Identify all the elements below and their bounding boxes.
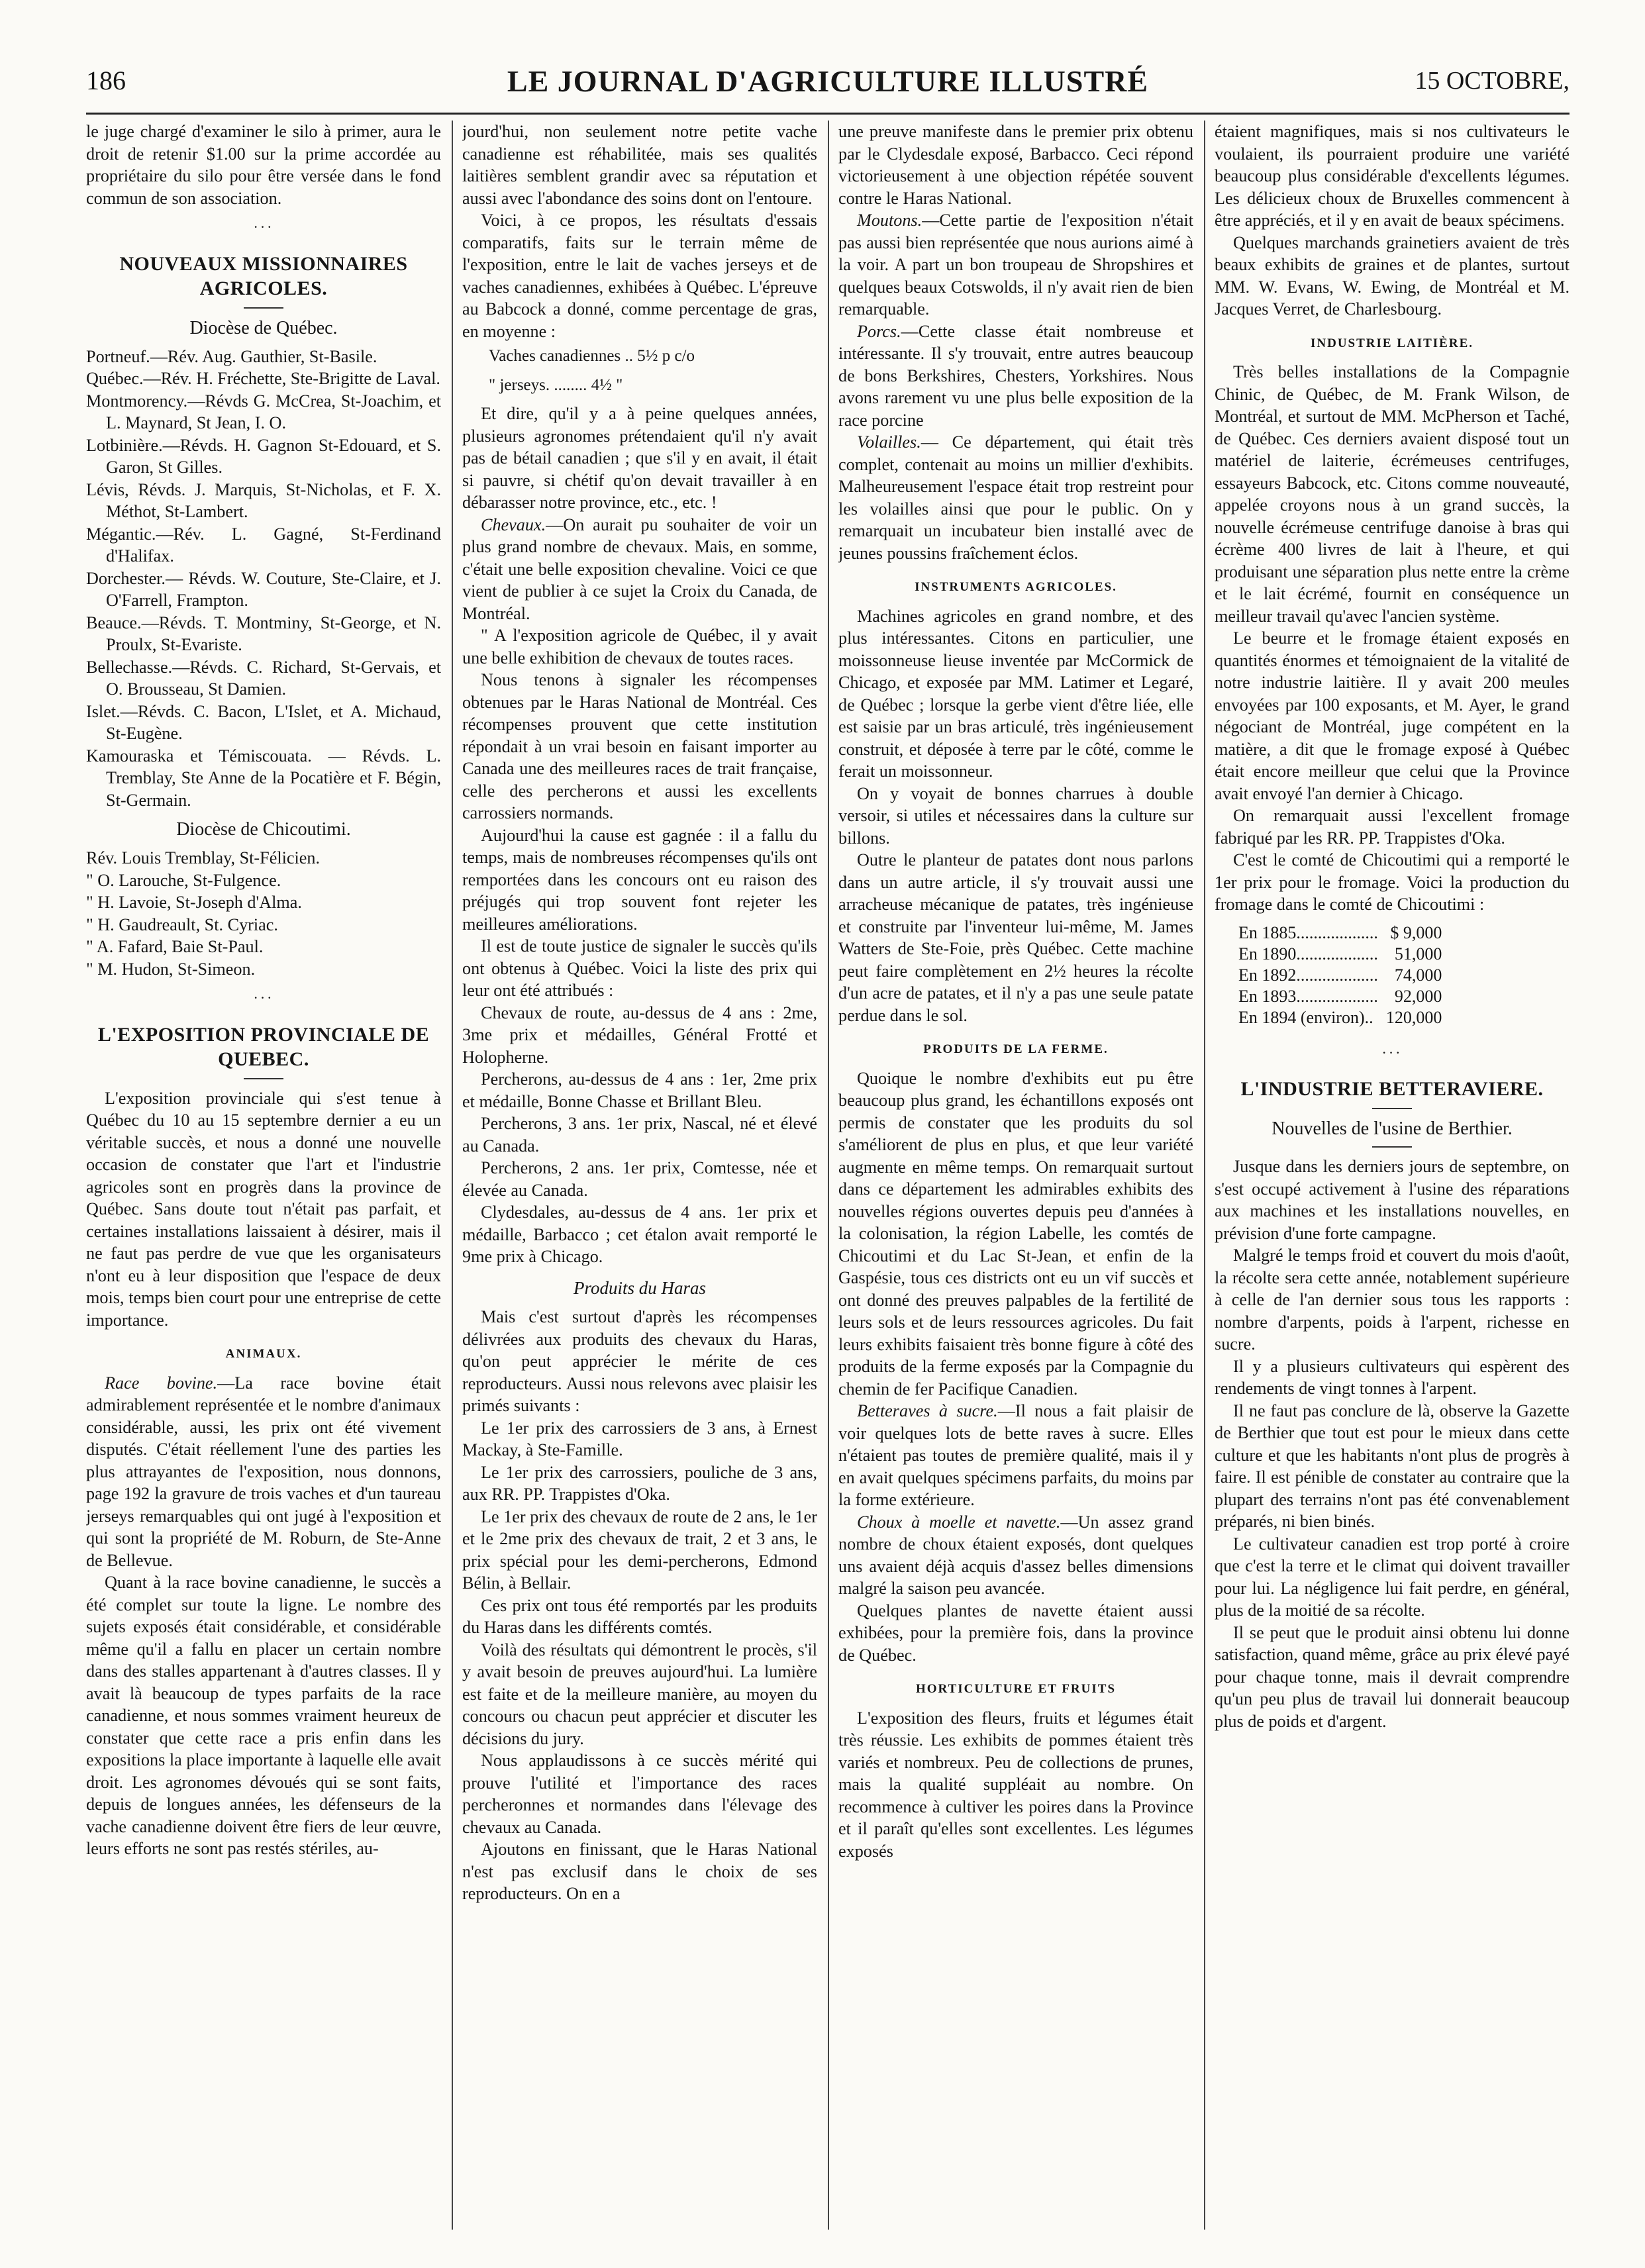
subheading-produits-haras: Produits du Haras bbox=[573, 1277, 707, 1298]
list-item: " M. Hudon, St-Simeon. bbox=[86, 959, 256, 979]
paragraph: On remarquait aussi l'excellent fromage fabriqué par les RR. PP. Trappistes d'Oka. bbox=[1215, 806, 1570, 848]
ornament-divider: ··· bbox=[253, 989, 274, 1006]
paragraph: Betteraves à sucre.—Il nous a fait plaisir de voir quelques lots de bette raves à sucre. Elles n'étaient pas toutes de première qualité, mais il y en avait quelques spécimens parfaits, du moins par la forme extérieure. bbox=[838, 1401, 1193, 1509]
page-number: 186 bbox=[86, 66, 126, 95]
paragraph: Voici, à ce propos, les résultats d'essais comparatifs, faits sur le terrain même de l'exposition, entre le lait de vaches jerseys et de vaches canadiennes, exhibées à Québec. L'épreuve au Babcock a donné, comme percentage de gras, en moyenne : bbox=[462, 211, 817, 341]
table-row bbox=[1234, 922, 1446, 944]
paragraph: Et dire, qu'il y a à peine quelques années, plusieurs agronomes prétendaient qu'il n'y avait pas de bétail canadien ; que s'il y en avait, il était si pauvre, si chétif qu'on devait travailler à en débarasser notre province, etc., etc. ! bbox=[462, 404, 817, 512]
ornament-divider: ··· bbox=[1381, 1044, 1403, 1061]
heading-missionnaires: NOUVEAUX MISSIONNAIRES AGRICOLES. bbox=[119, 252, 408, 299]
paragraph: Il est de toute justice de signaler le succès qu'ils ont obtenus à Québec. Voici la liste des prix qui leur ont été attribués : bbox=[462, 936, 817, 1000]
paragraph: Machines agricoles en grand nombre, et des plus intéressantes. Citons en particulier, une moissonneuse lieuse inventée par McCormick de Chicago, et exposée par MM. Latimer et Legaré, de Québec ; lorsque la gerbe vient d'être liée, elle est saisie par un bras articulé, très ingénieusement construit, et déposée à terre par le côté, comme le ferait un moissonneur. bbox=[838, 606, 1193, 781]
paragraph: Ces prix ont tous été remportés par les produits du Haras dans les différents comtés. bbox=[462, 1595, 817, 1637]
list-item: " H. Lavoie, St-Joseph d'Alma. bbox=[86, 893, 302, 912]
paragraph: Chevaux.—On aurait pu souhaiter de voir un plus grand nombre de chevaux. Mais, en somme, c'était une belle exposition chevaline. Voici ce que vient de publier à ce sujet la Croix du Canada, de Montréal. bbox=[462, 515, 817, 623]
paragraph: une preuve manifeste dans le premier prix obtenu par le Clydesdale exposé, Barbacco. Ceci répond victorieusement à une objection répétée souvent contre le Haras National. bbox=[838, 122, 1193, 208]
list-item: Lotbinière.—Révds. H. Gagnon St-Edouard, et S. Garon, St Gilles. bbox=[86, 435, 441, 477]
table-row bbox=[1234, 944, 1446, 965]
run-in-label: Porcs. bbox=[857, 321, 901, 341]
table-cell: En 1885................... bbox=[1238, 922, 1378, 942]
paragraph: Chevaux de route, au-dessus de 4 ans : 2me, 3me prix et médailles, Général Frotté et Holopherne. bbox=[462, 1003, 817, 1067]
table-cell: 51,000 bbox=[1394, 944, 1442, 963]
butterfat-row: Vaches canadiennes .. 5½ p c/o bbox=[489, 347, 695, 365]
paragraph: Clydesdales, au-dessus de 4 ans. 1er prix et médaille, Barbacco ; cet étalon avait remporté le 9me prix à Chicago. bbox=[462, 1203, 817, 1266]
column-1 bbox=[86, 121, 441, 2233]
journal-title: LE JOURNAL D'AGRICULTURE ILLUSTRÉ bbox=[507, 64, 1149, 98]
list-item: Islet.—Révds. C. Bacon, L'Islet, et A. Michaud, St-Eugène. bbox=[86, 701, 441, 743]
run-in-label: Volailles. bbox=[857, 432, 921, 452]
table-cell: 120,000 bbox=[1385, 1007, 1442, 1027]
paragraph: étaient magnifiques, mais si nos cultivateurs le voulaient, ils pourraient produire une variété beaucoup plus considérable d'excellents légumes. Les délicieux choux de Bruxelles commencent à être appréciés, et il y en avait de beaux spécimens. bbox=[1215, 122, 1570, 230]
paragraph: Nous tenons à signaler les récompenses obtenues par le Haras National de Montréal. Ces récompenses prouvent que cette institution répondait à un vrai besoin en faisant importer au Canada une des meilleures races de trait française, celle des percherons et aussi les excellents carrossiers normands. bbox=[462, 670, 817, 822]
paragraph: Ajoutons en finissant, que le Haras National n'est pas exclusif dans le choix de ses reproducteurs. On en a bbox=[462, 1840, 817, 1903]
table-cell: En 1894 (environ).. bbox=[1238, 1007, 1373, 1027]
missionary-list-quebec bbox=[86, 346, 441, 812]
paragraph: C'est le comté de Chicoutimi qui a remporté le 1er prix pour le fromage. Voici la production du fromage dans le comté de Chicoutimi : bbox=[1215, 850, 1570, 914]
paragraph: le juge chargé d'examiner le silo à primer, aura le droit de retenir $1.00 sur la prime accordée au propriétaire du silo pour être versée dans le fond commun de son association. bbox=[86, 122, 441, 208]
section-horticulture: HORTICULTURE ET FRUITS bbox=[915, 1682, 1117, 1696]
masthead bbox=[86, 60, 1570, 115]
short-rule bbox=[1372, 1108, 1412, 1109]
short-rule bbox=[244, 307, 283, 309]
paragraph: L'exposition provinciale qui s'est tenue à Québec du 10 au 15 septembre dernier a eu un véritable succès, et nous a donné une nouvelle occasion de constater que l'art et l'industrie agricoles sont en progrès dans la province de Québec. Sans doute tout n'était pas parfait, et certaines installations laissaient à désirer, mais il ne faut pas perdre de vue que les organisateurs n'ont eu à leur disposition que l'espace de deux mois, temps bien court pour une entreprise de cette importance. bbox=[86, 1088, 441, 1330]
list-item: Québec.—Rév. H. Fréchette, Ste-Brigitte de Laval. bbox=[86, 369, 440, 388]
paragraph: On y voyait de bonnes charrues à double versoir, si utiles et nécessaires dans la culture sur billons. bbox=[838, 783, 1193, 848]
issue-date: 15 OCTOBRE, bbox=[1415, 67, 1570, 95]
subheading-diocese-quebec: Diocèse de Québec. bbox=[189, 317, 338, 338]
paragraph: Il y a plusieurs cultivateurs qui espèrent des rendements de vingt tonnes à l'arpent. bbox=[1215, 1356, 1570, 1398]
paragraph: Volailles.— Ce département, qui était très complet, contenait au moins un millier d'exhibits. Malheureusement l'espace était trop restreint pour les volailles ainsi que pour le public. On y remarquait un incubateur bien installé avec de jeunes poussins fraîchement éclos. bbox=[838, 432, 1193, 563]
table-cell: $ 9,000 bbox=[1390, 922, 1442, 942]
table-cell: 74,000 bbox=[1394, 965, 1442, 985]
paragraph: Aujourd'hui la cause est gagnée : il a fallu du temps, mais de nombreuses récompenses qu'ils ont remportées dans les concours ont eu raison des préjugés qui trop souvent font rejeter les meilleures améliorations. bbox=[462, 825, 817, 934]
heading-exposition: L'EXPOSITION PROVINCIALE DE QUEBEC. bbox=[97, 1023, 430, 1070]
paragraph: Percherons, 3 ans. 1er prix, Nascal, né et élevé au Canada. bbox=[462, 1114, 817, 1156]
short-rule bbox=[1372, 1146, 1412, 1148]
column-2 bbox=[462, 121, 817, 2233]
paragraph: L'exposition des fleurs, fruits et légumes était très réussie. Les exhibits de pommes étaient très variés et nombreux. Peu de collections de prunes, mais la qualité suppléait au nombre. On recommence à cultiver les poires dans la Province et il paraît qu'elles sont excellentes. Les légumes exposés bbox=[838, 1708, 1193, 1861]
paragraph: Malgré le temps froid et couvert du mois d'août, la récolte sera cette année, notablement supérieure à celle de l'an dernier sous tous les rapports : nombre d'arpents, poids à l'arpent, richesse en sucre. bbox=[1215, 1246, 1570, 1354]
paragraph: Race bovine.—La race bovine était admirablement représentée et le nombre d'animaux considérable, aussi, les prix ont été vivement disputés. C'était réellement l'une des parties les plus attrayantes de l'exposition, nous donnons, page 192 la gravure de trois vaches et d'un taureau jerseys remarquables qui ont jugé à l'exposition et qui sont la propriété de M. Roburn, de Ste-Anne de Bellevue. bbox=[86, 1373, 441, 1570]
column-divider bbox=[452, 121, 453, 2230]
paragraph: Choux à moelle et navette.—Un assez grand nombre de choux étaient exposés, dont quelques uns avaient déjà acquis d'assez belles dimensions malgré la saison peu avancée. bbox=[838, 1512, 1193, 1598]
section-produits-ferme: PRODUITS DE LA FERME. bbox=[923, 1042, 1109, 1056]
paragraph: Le beurre et le fromage étaient exposés en quantités énormes et témoignaient de la vitalité de notre industrie laitière. Il y avait 200 meules envoyées par 100 exposants, et M. Ayer, le grand négociant de Montréal, juge compétent en la matière, a dit que le fromage exposé à Québec était encore meilleur que celui que la Province avait envoyé l'an dernier à Chicago. bbox=[1215, 628, 1570, 803]
paragraph: jourd'hui, non seulement notre petite vache canadienne est réhabilitée, mais ses qualités laitières semblent grandir avec sa réputation et aussi avec l'abondance des soins dont on l'entoure. bbox=[462, 122, 817, 208]
run-in-label: Choux à moelle et navette. bbox=[857, 1512, 1061, 1532]
table-cell: En 1893................... bbox=[1238, 986, 1378, 1006]
paragraph: Le 1er prix des chevaux de route de 2 ans, le 1er et le 2me prix des chevaux de trait, 2 et 3 ans, le prix spécial pour les demi-percherons, Edmond Bélin, à Bellair. bbox=[462, 1506, 817, 1593]
article-columns bbox=[86, 121, 1570, 2233]
table-row bbox=[1234, 986, 1446, 1007]
table-cell: 92,000 bbox=[1394, 986, 1442, 1006]
list-item: Beauce.—Révds. T. Montminy, St-George, et N. Proulx, St-Evariste. bbox=[86, 613, 441, 654]
paragraph: Il ne faut pas conclure de là, observe la Gazette de Berthier que tout est pour le mieux dans cette culture et que les habitants n'ont plus de progrès à faire. Il est pénible de constater au contraire que la plupart des terrains n'ont pas été convenablement préparés, ni bien binés. bbox=[1215, 1401, 1570, 1531]
column-divider bbox=[1204, 121, 1205, 2230]
paragraph: Quoique le nombre d'exhibits eut pu être beaucoup plus grand, les échantillons exposés ont permis de constater que les produits du sol s'améliorent de plus en plus, et que leur variété augmente en même temps. On remarquait surtout dans ce département les admirables exhibits des nouvelles régions ouvertes depuis peu d'années à la colonisation, la région Labelle, les comtés de Chicoutimi et du Lac St-Jean, et enfin de la Gaspésie, tous ces districts ont eu un vif succès et ont donné des preuves palpables de la fertilité de leurs sols et de leurs ressources agricoles. Du fait leurs exhibits faisaient très bonne figure à côté des produits de la ferme exposés par la Compagnie du chemin de fer Pacifique Canadien. bbox=[838, 1068, 1193, 1399]
butterfat-row: " jerseys. ........ 4½ " bbox=[489, 375, 623, 394]
heading-betteraviere: L'INDUSTRIE BETTERAVIERE. bbox=[1240, 1078, 1544, 1100]
column-divider bbox=[828, 121, 829, 2230]
table-row bbox=[1234, 1007, 1446, 1028]
paragraph: Voilà des résultats qui démontrent le procès, s'il y avait besoin de preuves aujourd'hui. La lumière est faite et de la meilleure manière, au moyen du concours ou chacun peut apprécier et discuter les décisions du jury. bbox=[462, 1640, 817, 1748]
paragraph: Jusque dans les derniers jours de septembre, on s'est occupé activement à l'usine des réparations aux machines et les installations nouvelles, en prévision d'une forte campagne. bbox=[1215, 1157, 1570, 1243]
list-item: " O. Larouche, St-Fulgence. bbox=[86, 870, 281, 890]
run-in-label: Betteraves à sucre. bbox=[857, 1401, 998, 1420]
section-animaux: ANIMAUX. bbox=[225, 1347, 302, 1361]
paragraph: Porcs.—Cette classe était nombreuse et intéressante. Il s'y trouvait, entre autres beaucoup de bons Berkshires, Chesters, Yorkshires. Nous avons rarement vu une plus belle exposition de la race porcine bbox=[838, 321, 1193, 430]
paragraph: Percherons, au-dessus de 4 ans : 1er, 2me prix et médaille, Bonne Chasse et Brillant Bleu. bbox=[462, 1069, 817, 1111]
paragraph: Quelques plantes de navette étaient aussi exhibées, pour la première fois, dans la province de Québec. bbox=[838, 1601, 1193, 1665]
list-item: Mégantic.—Rév. L. Gagné, St-Ferdinand d'Halifax. bbox=[86, 524, 441, 566]
subheading-usine-berthier: Nouvelles de l'usine de Berthier. bbox=[1271, 1118, 1513, 1139]
column-4 bbox=[1215, 121, 1570, 2233]
paragraph: Nous applaudissons à ce succès mérité qui prouve l'utilité et l'importance des races percheronnes et normandes dans l'élevage des chevaux au Canada. bbox=[462, 1751, 817, 1837]
short-rule bbox=[244, 1078, 283, 1079]
paragraph: Mais c'est surtout d'après les récompenses délivrées aux produits des chevaux du Haras, qu'on peut apprécier le mérite de ces reproducteurs. Aussi nous relevons avec plaisir les primés suivants : bbox=[462, 1307, 817, 1415]
paragraph: Le 1er prix des carrossiers, pouliche de 3 ans, aux RR. PP. Trappistes d'Oka. bbox=[462, 1462, 817, 1504]
list-item: " A. Fafard, Baie St-Paul. bbox=[86, 937, 264, 956]
ornament-divider: ··· bbox=[253, 219, 274, 235]
subheading-diocese-chicoutimi: Diocèse de Chicoutimi. bbox=[176, 819, 351, 840]
newspaper-page bbox=[86, 60, 1570, 2238]
paragraph: Quelques marchands grainetiers avaient de très beaux exhibits de graines et de plantes, surtout MM. W. Evans, W. Ewing, de Montréal et M. Jacques Verret, de Charlesbourg. bbox=[1215, 232, 1570, 319]
paragraph: Outre le planteur de patates dont nous parlons dans un autre article, il s'y trouvait aussi une arracheuse mécanique de patates, très ingénieuse et construite par l'inventeur lui-même, M. James Watters de Ste-Foie, près Québec. Cette machine peut faire complètement en 2½ heures la récolte d'un acre de patates, et il n'y a pas une seule patate perdue dans le sol. bbox=[838, 850, 1193, 1025]
paragraph: Moutons.—Cette partie de l'exposition n'était pas aussi bien représentée que nous aurions aimé à la voir. A part un bon troupeau de Shropshires et quelques beaux Cotswolds, il n'y avait rien de bien remarquable. bbox=[838, 211, 1193, 319]
paragraph: Percherons, 2 ans. 1er prix, Comtesse, née et élevée au Canada. bbox=[462, 1158, 817, 1200]
section-industrie-laitiere: INDUSTRIE LAITIÈRE. bbox=[1310, 336, 1473, 350]
list-item: Kamouraska et Témiscouata. — Révds. L. Tremblay, Ste Anne de la Pocatière et F. Bégin, St-Germain. bbox=[86, 746, 441, 810]
run-in-label: Race bovine. bbox=[105, 1373, 218, 1393]
list-item: Montmorency.—Révds G. McCrea, St-Joachim, et L. Maynard, St Jean, I. O. bbox=[86, 391, 441, 432]
column-3 bbox=[838, 121, 1193, 2233]
missionary-list-chicoutimi bbox=[86, 847, 441, 980]
paragraph: Très belles installations de la Compagnie Chinic, de Québec, de M. Frank Wilson, de Montréal, et surtout de MM. McPherson et Taché, de Québec. Ces derniers avaient disposé tout un matériel de laiterie, écrémeuses centrifuges, essayeurs Babcock, etc. Citons comme nouveauté, appelée croyons nous à un grand succès, la nouvelle écrémeuse centrifuge danoise à bras qui écrème 400 livres de lait à l'heure, et qui produisant une séparation plus nette entre la crème et le lait écrémé, fournit en conséquence un meilleur travail qu'avec l'ancien système. bbox=[1215, 362, 1570, 626]
table-cell: En 1892................... bbox=[1238, 965, 1378, 985]
list-item: " H. Gaudreault, St. Cyriac. bbox=[86, 914, 278, 934]
list-item: Bellechasse.—Révds. C. Richard, St-Gervais, et O. Brousseau, St Damien. bbox=[86, 657, 441, 699]
section-instruments: INSTRUMENTS AGRICOLES. bbox=[915, 580, 1117, 594]
list-item: Lévis, Révds. J. Marquis, St-Nicholas, et F. X. Méthot, St-Lambert. bbox=[86, 479, 441, 521]
list-item: Portneuf.—Rév. Aug. Gauthier, St-Basile. bbox=[86, 346, 377, 366]
paragraph: Il se peut que le produit ainsi obtenu lui donne satisfaction, quand même, grâce au prix élevé payé pour chaque tonne, mais il devrait comprendre qu'un peu plus de travail lui donnerait beaucoup plus de poids et d'argent. bbox=[1215, 1622, 1570, 1731]
list-item: Rév. Louis Tremblay, St-Félicien. bbox=[86, 848, 321, 867]
paragraph: " A l'exposition agricole de Québec, il y avait une belle exhibition de chevaux de toutes races. bbox=[462, 626, 817, 667]
cheese-production-table bbox=[1234, 922, 1446, 1028]
paragraph: Le 1er prix des carrossiers de 3 ans, à Ernest Mackay, à Ste-Famille. bbox=[462, 1418, 817, 1459]
table-cell: En 1890................... bbox=[1238, 944, 1378, 963]
paragraph: Quant à la race bovine canadienne, le succès a été complet sur toute la ligne. Le nombre des sujets exposés était considérable, et considérable même qu'il a fallu en placer un certain nombre dans des stalles appartenant à d'autres classes. Il y avait là beaucoup de types parfaits de la race canadienne, et nous sommes vraiment heureux de constater que cette race a pris enfin dans les expositions la place importante à laquelle elle avait droit. Les agronomes dévoués qui se sont faits, depuis de longues années, les défenseurs de la vache canadienne doivent être fiers de leur œuvre, leurs efforts ne sont pas restés stériles, au- bbox=[86, 1573, 441, 1858]
paragraph: Le cultivateur canadien est trop porté à croire que c'est la terre et le climat qui doivent travailler pour lui. La négligence lui fait perdre, en général, plus de la moitié de sa récolte. bbox=[1215, 1534, 1570, 1620]
table-row bbox=[1234, 965, 1446, 986]
list-item: Dorchester.— Révds. W. Couture, Ste-Claire, et J. O'Farrell, Frampton. bbox=[86, 568, 441, 610]
run-in-label: Moutons. bbox=[857, 211, 922, 230]
run-in-label: Chevaux. bbox=[481, 515, 546, 534]
